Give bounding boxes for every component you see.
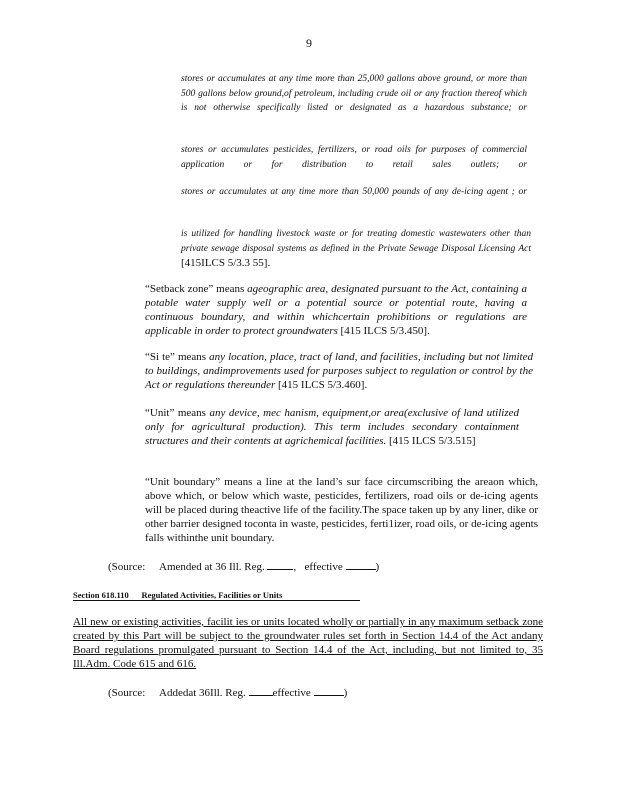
page-number: 9: [306, 36, 312, 50]
term-unit-boundary: “Unit boundary” means: [145, 476, 253, 488]
blank-reg-number: [267, 559, 293, 570]
source-note-amended: (Source: Amended at 36 Ill. Reg. , effective ): [108, 561, 380, 573]
term-unit: “Unit” means: [145, 407, 206, 419]
term-site: “Si te” means: [145, 351, 207, 363]
definition-unit-boundary: “Unit boundary” means a line at the land’s sur face circumscribing the areaon which, above which, or below which waste, pesticides, fertilizers, road oils or de-icing agents will be placed during theactive life of the facility.The space taken up by any liner, dike or other barrier designed toconta in waste, pesticides, ferti1izer, road oils, or de-icing agents falls withinthe unit boundary.: [145, 476, 539, 544]
list-item-petroleum: stores or accumulates at any time more than 25,000 gallons above ground, or more than 500 gallons below ground,of petroleum, including crude oil or any fraction thereof which is not otherwise specifically listed or designated as a hazardous substance; or: [181, 74, 527, 113]
list-item-pesticides: stores or accumulates pesticides, fertilizers, or road oils for purposes of commercial application or for distribution to retail sales outlets; or: [181, 145, 527, 170]
section-heading: Section 618.110 Regulated Activities, Facilities or Units: [73, 590, 360, 601]
blank-reg-number-2: [249, 685, 273, 696]
definition-unit: “Unit” means any device, mec hanism, equipment,or area(exclusive of land utilized only for agricultural production). This term includes secondary containment structures and their contents at agrichemical facilities. [415 ILCS 5/3.515]: [145, 407, 520, 447]
definition-setback-zone: “Setback zone” means ageographic area, designated pursuant to the Act, containing a potable water supply well or a potential source or potential route, having a continuous boundary, and within whichcertain prohibitions or regulations are applicable in order to protect groundwaters [415 ILCS 5/3.450].: [145, 283, 528, 337]
term-setback-zone: “Setback zone” means: [145, 283, 245, 295]
blank-effective-date: [346, 559, 376, 570]
definition-site: “Si te” means any location, place, tract of land, and facilities, including but not limited to buildings, andimprovements used for purposes subject to regulation or control by the Act or regulations thereunder [415 ILCS 5/3.460].: [145, 351, 533, 391]
list-item-livestock: is utilized for handling livestock waste or for treating domestic wastewaters other than private sewage disposal systems as defined in the Private Sewage Disposal Licensing Act [415ILCS 5/3.3 55].: [181, 229, 531, 269]
source-note-added: (Source: Addedat 36Ill. Reg. effective ): [108, 687, 348, 699]
section-body: All new or existing activities, facilit ies or units located wholly or partially in any maximum setback zone created by this Part will be subject to the groundwater rules set forth in Section 14.4 of the Act andany Board regulations promulgated pursuant to Section 14.4 of the Act, including, but not limited to, 35 Ill.Adm. Code 615 and 616.: [73, 616, 543, 670]
list-item-deicing: stores or accumulates at any time more than 50,000 pounds of any de-icing agent ; or: [181, 187, 527, 197]
blank-effective-date-2: [314, 685, 344, 696]
